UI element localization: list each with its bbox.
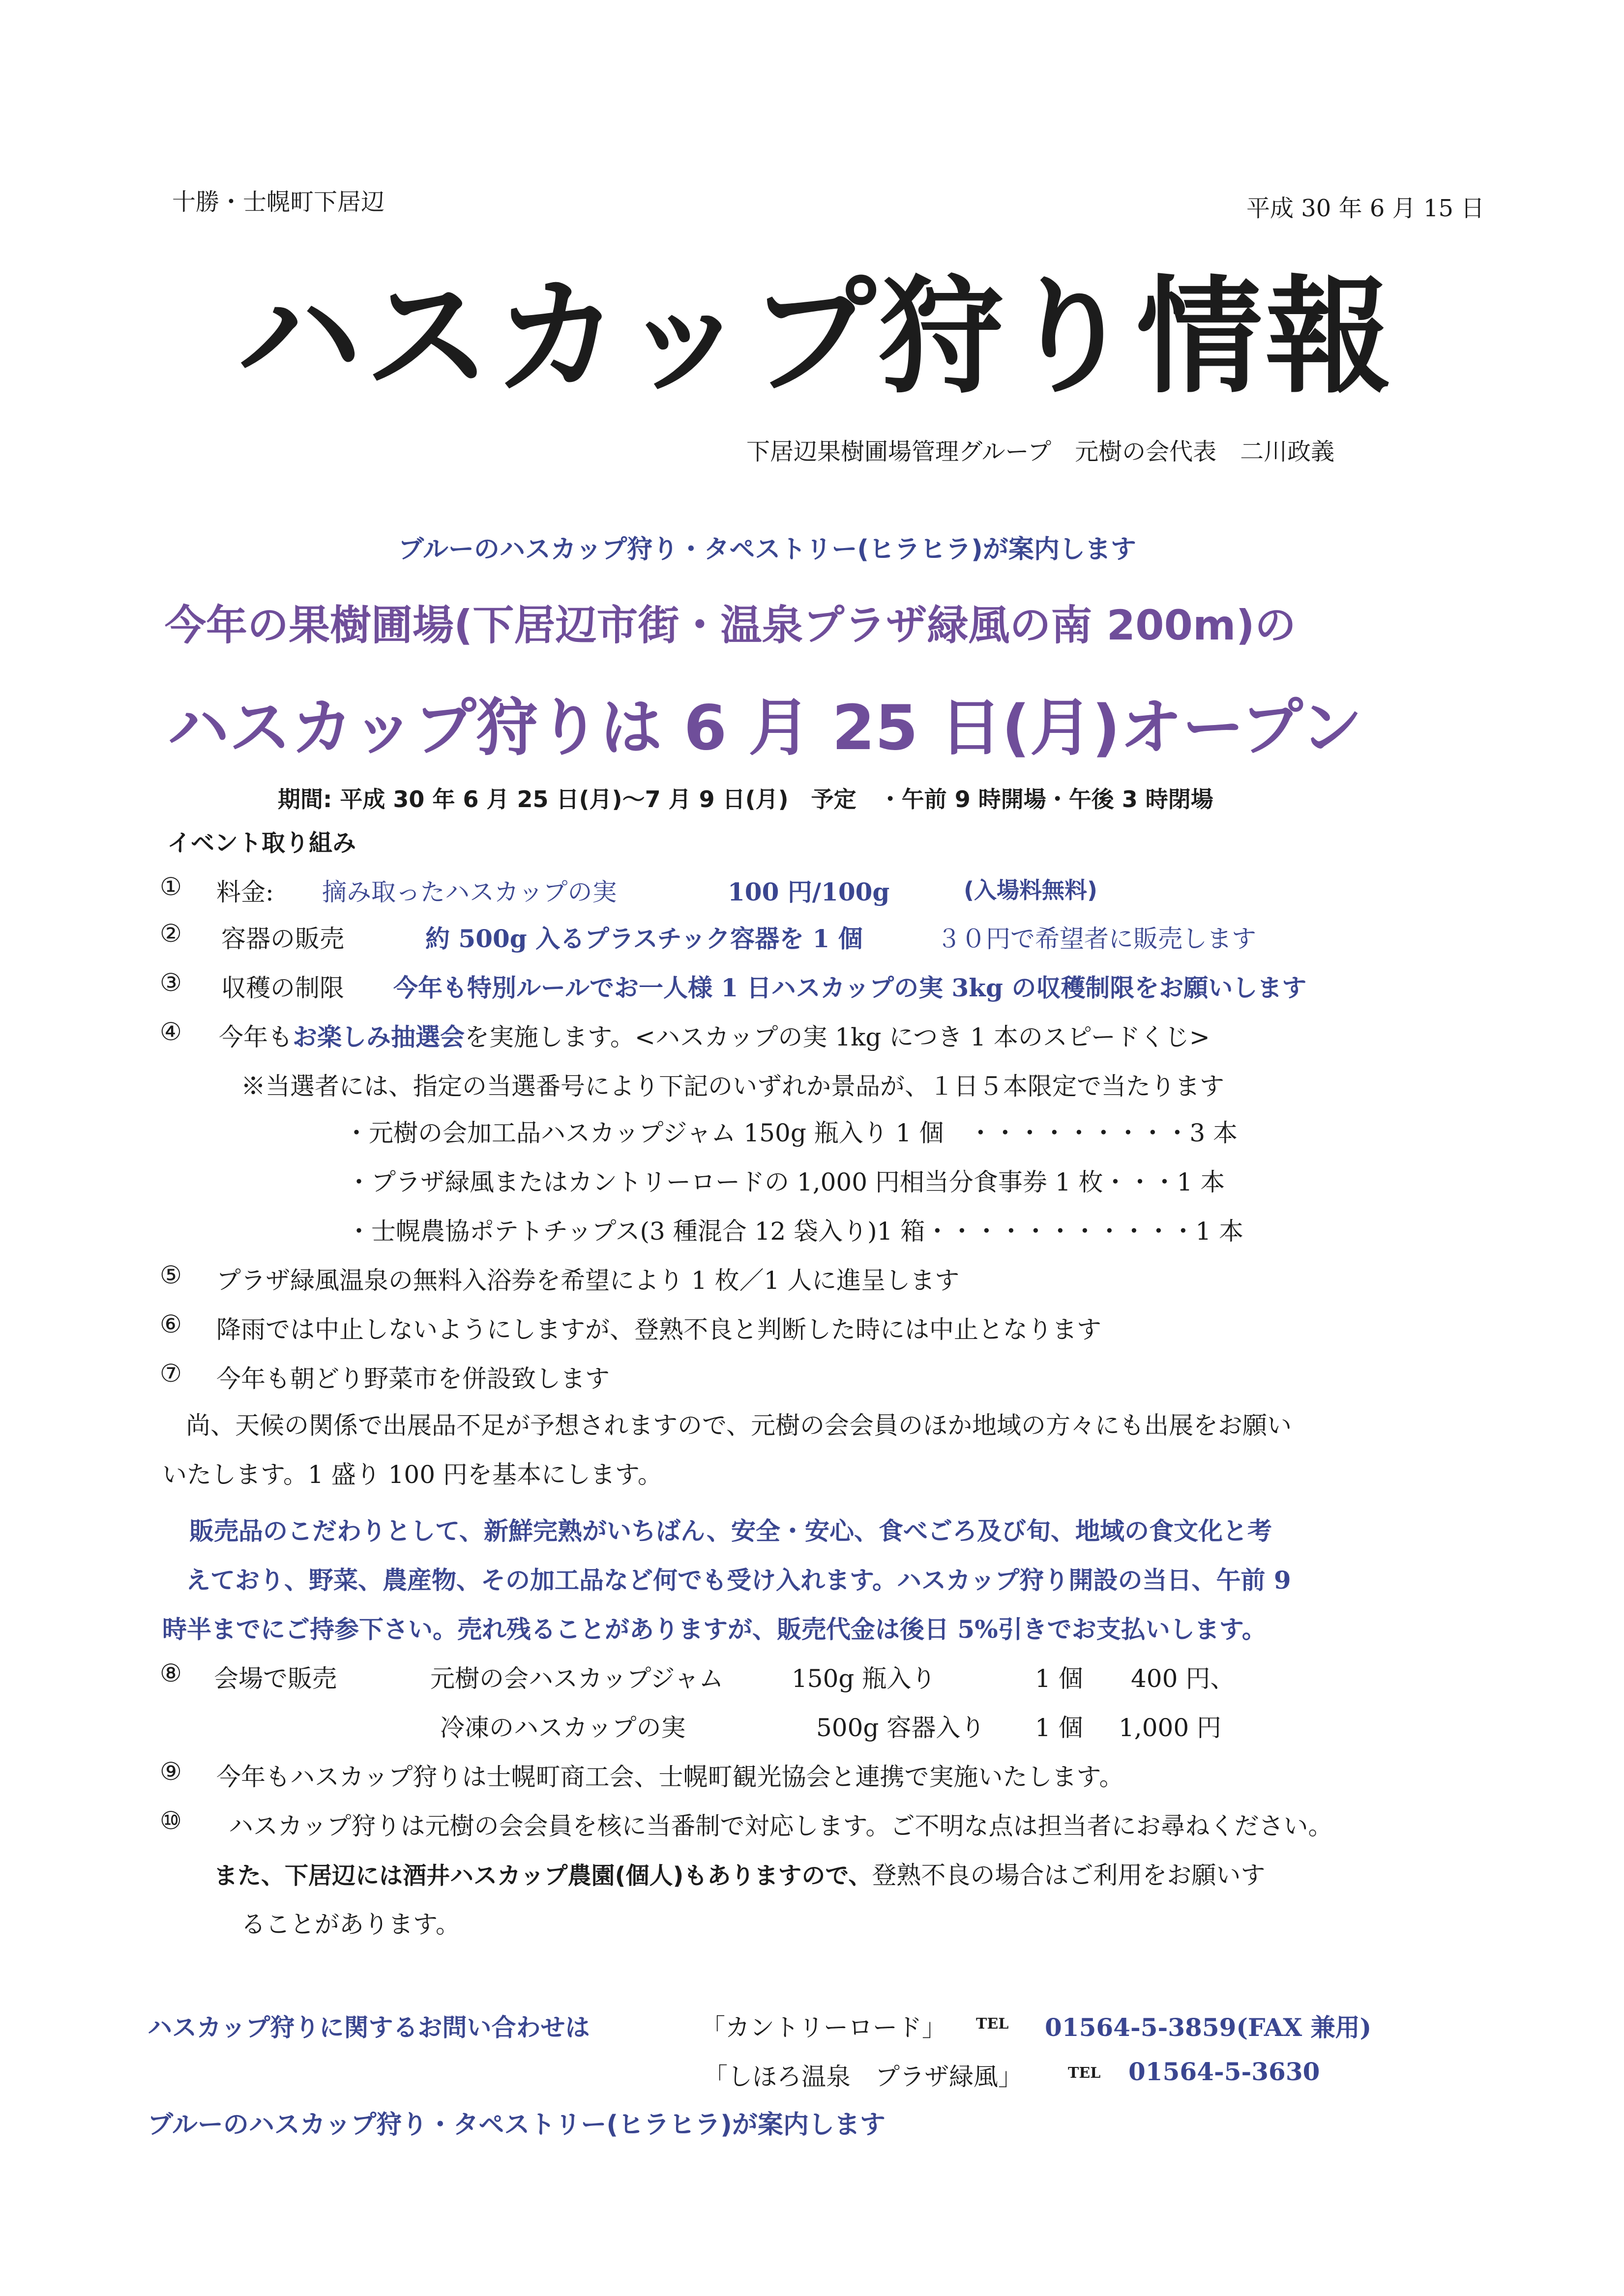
issue-date: 平成 30 年 6 月 15 日	[1246, 195, 1485, 222]
prize-3: ・士幌農協ポテトチップス(3 種混合 12 袋入り)1 箱・・・・・・・・・・・1 本	[347, 1217, 1244, 1246]
item-5-text: プラザ緑風温泉の無料入浴券を希望により 1 枚／1 人に進呈します	[216, 1266, 960, 1295]
location-headline: 今年の果樹圃場(下居辺市街・温泉プラザ緑風の南 200m)の	[165, 601, 1296, 649]
item-3-label: 収穫の制限	[221, 974, 344, 1002]
product-2-price: 1,000 円	[1119, 1714, 1222, 1742]
item-7-para2-line2: えており、野菜、農産物、その加工品など何でも受け入れます。ハスカップ狩り開設の当日、午前 9	[186, 1566, 1291, 1595]
item-4-highlight: お楽しみ抽選会	[293, 1022, 465, 1051]
item-7-para1-line1: 尚、天候の関係で出展品不足が予想されますので、元樹の会会員のほか地域の方々にも出展をお願い	[186, 1411, 1292, 1440]
opening-headline: ハスカップ狩りは 6 月 25 日(月)オープン	[167, 692, 1363, 764]
contact-label: ハスカップ狩りに関するお問い合わせは	[148, 2013, 590, 2042]
item-2-number: ②	[160, 919, 182, 948]
tel-mark-1: TEL	[976, 2015, 1009, 2033]
contact-place-2: 「しほろ温泉 プラザ緑風」	[703, 2063, 1023, 2091]
item-10-line2	[214, 1856, 1265, 1891]
item-7-para2-line1: 販売品のこだわりとして、新鮮完熟がいちばん、安全・安心、食べごろ及び旬、地域の食文化と考	[189, 1516, 1272, 1545]
item-4-post: を実施します。<ハスカップの実 1kg につき 1 本のスピードくじ>	[465, 1023, 1210, 1051]
contact-tel-2: 01564-5-3630	[1128, 2057, 1320, 2086]
item-7-para1-line2: いたします。1 盛り 100 円を基本にします。	[162, 1460, 662, 1489]
product-1-price: 400 円、	[1131, 1664, 1235, 1693]
item-8-label: 会場で販売	[214, 1664, 337, 1693]
item-10-line3: ることがあります。	[241, 1910, 460, 1939]
item-10-number: ⑩	[160, 1806, 182, 1835]
product-1-name: 元樹の会ハスカップジャム	[430, 1664, 724, 1693]
item-6-text: 降雨では中止しないようにしますが、登熟不良と判断した時には中止となります	[216, 1315, 1101, 1344]
product-1-qty: 1 個	[1035, 1664, 1083, 1693]
item-10-text: ハスカップ狩りは元樹の会会員を核に当番制で対応します。ご不明な点は担当者にお尋ねください。	[229, 1812, 1333, 1840]
item-7-para2-line3: 時半までにご持参下さい。売れ残ることがありますが、販売代金は後日 5%引きでお支払いします。	[162, 1615, 1267, 1644]
period-line: 期間: 平成 30 年 6 月 25 日(月)～7 月 9 日(月) 予定 ・午前 9 時開場・午後 3 時閉場	[278, 786, 1213, 813]
item-4-pre: 今年も	[219, 1023, 293, 1051]
item-8-number: ⑧	[160, 1659, 182, 1687]
item-1-price: 100 円/100g	[728, 877, 890, 906]
events-heading: イベント取り組み	[167, 829, 356, 857]
item-7-text: 今年も朝どり野菜市を併設致します	[216, 1365, 610, 1393]
item-1-text: 摘み取ったハスカップの実	[322, 878, 617, 906]
contact-tel-1: 01564-5-3859(FAX 兼用)	[1045, 2013, 1372, 2042]
item-1-label: 料金:	[216, 878, 274, 906]
prize-2: ・プラザ緑風またはカントリーロードの 1,000 円相当分食事券 1 枚・・・1 本	[347, 1168, 1225, 1196]
product-2-qty: 1 個	[1035, 1714, 1083, 1742]
item-4-number: ④	[160, 1017, 182, 1046]
item-2-label: 容器の販売	[221, 925, 344, 953]
item-2-text: 約 500g 入るプラスチック容器を 1 個	[425, 924, 863, 953]
product-2-name: 冷凍のハスカップの実	[440, 1714, 686, 1742]
item-1-note: (入場料無料)	[964, 877, 1098, 903]
page-title: ハスカップ狩り情報	[236, 264, 1394, 410]
item-7-number: ⑦	[160, 1359, 182, 1388]
item-2-note: ３０円で希望者に販売します	[937, 925, 1256, 953]
item-10-line2-bold: また、下居辺には酒井ハスカップ農園(個人)もありますので、	[214, 1862, 872, 1889]
item-3-text: 今年も特別ルールでお一人様 1 日ハスカップの実 3kg の収穫制限をお願いします	[393, 973, 1307, 1002]
item-4-winners: ※当選者には、指定の当選番号により下記のいずれか景品が、１日５本限定で当たります	[241, 1072, 1224, 1101]
footer-guide-line: ブルーのハスカップ狩り・タペストリー(ヒラヒラ)が案内します	[148, 2110, 886, 2140]
organizer-text: 下居辺果樹圃場管理グループ 元樹の会代表 二川政義	[746, 438, 1335, 465]
item-4-text	[219, 1017, 1210, 1053]
product-1-size: 150g 瓶入り	[792, 1664, 936, 1693]
item-6-number: ⑥	[160, 1310, 182, 1338]
product-2-size: 500g 容器入り	[816, 1714, 985, 1742]
tel-mark-2: TEL	[1068, 2064, 1101, 2082]
item-1-number: ①	[160, 872, 182, 901]
contact-place-1: 「カントリーロード」	[701, 2013, 946, 2042]
guide-line: ブルーのハスカップ狩り・タペストリー(ヒラヒラ)が案内します	[398, 535, 1136, 564]
item-3-number: ③	[160, 968, 182, 997]
location-text: 十勝・士幌町下居辺	[172, 188, 385, 216]
prize-1: ・元樹の会加工品ハスカップジャム 150g 瓶入り 1 個 ・・・・・・・・・3 本	[344, 1119, 1238, 1147]
item-10-line2-rest: 登熟不良の場合はご利用をお願いす	[872, 1861, 1266, 1889]
item-5-number: ⑤	[160, 1261, 182, 1289]
item-9-number: ⑨	[160, 1757, 182, 1786]
item-9-text: 今年もハスカップ狩りは士幌町商工会、士幌町観光協会と連携で実施いたします。	[216, 1763, 1124, 1791]
